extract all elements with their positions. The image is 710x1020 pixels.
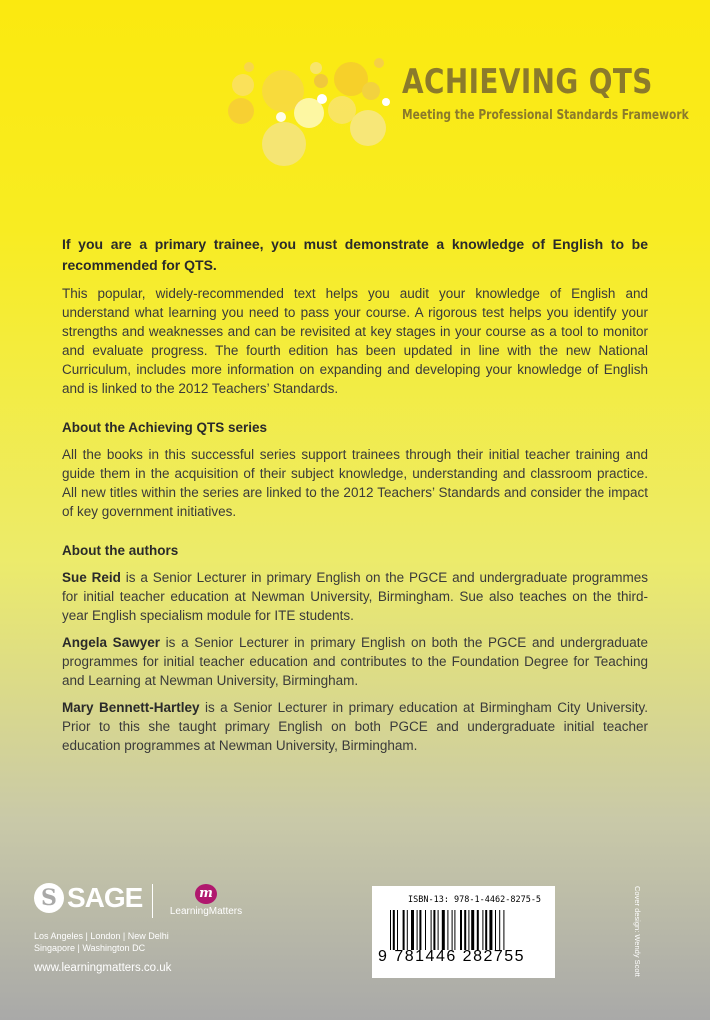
cover-credit-text: Cover design: Wendy Scott [633,886,642,977]
barcode-bars [390,910,540,950]
author-bio [62,698,648,755]
isbn-barcode [372,886,555,978]
author-name: Sue Reid [62,570,121,585]
series-subtitle: Meeting the Professional Standards Framework [402,108,689,123]
cities-line: Los Angeles | London | New Delhi [34,931,169,941]
author-bio [62,568,648,625]
series-heading: About the Achieving QTS series [62,420,268,435]
sage-circle-icon: S [34,883,64,913]
series-title: ACHIEVING QTS [402,62,653,102]
cities-line: Singapore | Washington DC [34,943,146,953]
author-name: Mary Bennett-Hartley [62,700,200,715]
sage-wordmark: SAGE [67,882,143,913]
publisher-website: www.learningmatters.co.uk [34,962,172,974]
author-bio [62,633,648,690]
author-bio-text: is a Senior Lecturer in primary English on the PGCE and undergraduate programmes for initial teacher education at Newman University, Birmingham. Sue also teaches on the third-year English specialism module for ITE students. [62,570,648,623]
isbn-label: ISBN-13: 978-1-4462-8275-5 [408,895,542,905]
author-name: Angela Sawyer [62,635,160,650]
series-paragraph: All the books in this successful series support trainees through their initial teacher training and guide them in the acquisition of their subject knowledge, understanding and classroom practice. All new titles within the series are linked to the 2012 Teachers’ Standards and consider the impact of key government initiatives. [62,447,648,519]
back-cover-text [62,234,648,755]
author-bio-text: is a Senior Lecturer in primary education at Birmingham City University. Prior to this she taught primary English on both PGCE and undergraduate initial teacher education programmes at Newman University, Birmingham. [62,700,648,753]
sage-logo [34,882,142,914]
decorative-bubbles [222,52,397,172]
learning-matters-name: LearningMatters [169,906,243,917]
learning-matters-icon: m [195,884,217,904]
learning-matters-logo [166,884,246,917]
barcode-number: 9 781446 282755 [378,948,526,965]
author-bio-text: is a Senior Lecturer in primary English on both the PGCE and undergraduate programmes for initial teacher education and contributes to the Foundation Degree for Teaching and Learning at Newman University, Birmingham. [62,635,648,688]
lead-statement: If you are a primary trainee, you must demonstrate a knowledge of English to be recommended for QTS. [62,236,648,273]
cover-credit [632,886,644,986]
authors-heading: About the authors [62,543,179,558]
intro-paragraph: This popular, widely-recommended text helps you audit your knowledge of English and understand what learning you need to pass your course. A rigorous test helps you identify your strengths and weaknesses and can be revisited at key stages in your course as a tool to monitor and evaluate progress. The fourth edition has been updated in line with the new National Curriculum, includes more information on expanding and developing your knowledge of English and is linked to the 2012 Teachers’ Standards. [62,286,648,396]
publisher-cities [34,930,194,954]
logo-divider [152,884,153,918]
